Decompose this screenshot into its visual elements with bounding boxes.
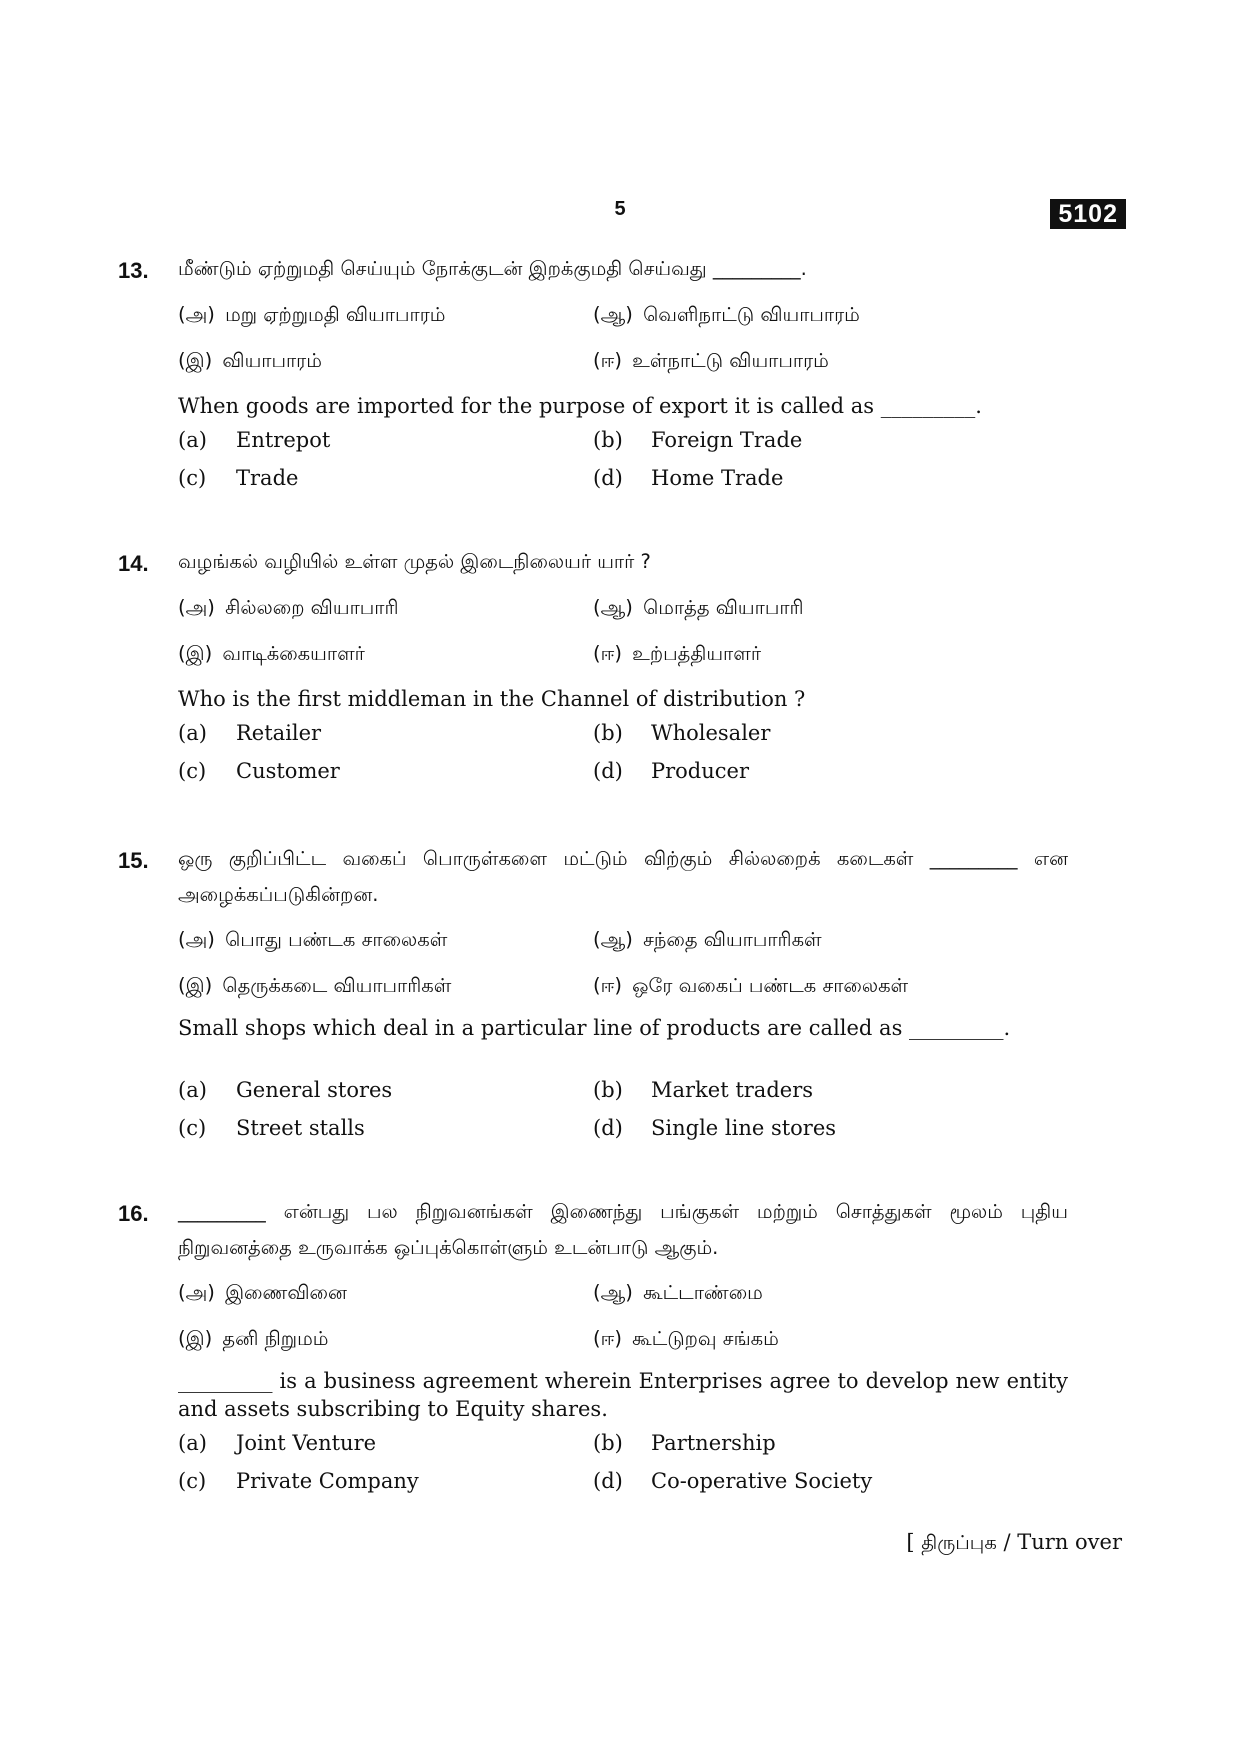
option-text: Customer <box>236 759 340 783</box>
option-label: (அ) <box>178 596 215 619</box>
option-label: (ஆ) <box>593 303 633 326</box>
tamil-options-row <box>178 636 1068 672</box>
option-label: (a) <box>178 1431 207 1455</box>
option-text: Single line stores <box>651 1116 837 1140</box>
option-text: General stores <box>236 1078 393 1102</box>
option-text: Co-operative Society <box>651 1469 873 1493</box>
option-label: (இ) <box>178 642 213 665</box>
english-option <box>593 422 802 458</box>
option-text: மறு ஏற்றுமதி வியாபாரம் <box>225 303 446 326</box>
option-label: (b) <box>593 721 623 745</box>
option-text: உற்பத்தியாளர் <box>632 642 762 665</box>
english-option <box>593 1463 872 1499</box>
tamil-option <box>593 1275 763 1311</box>
tamil-option <box>178 968 451 1004</box>
option-text: ஒரே வகைப் பண்டக சாலைகள் <box>632 974 909 997</box>
english-option <box>593 1425 776 1461</box>
english-option <box>178 1425 376 1461</box>
english-option <box>178 422 330 458</box>
option-text: Wholesaler <box>651 721 771 745</box>
question-number: 14. <box>118 551 149 576</box>
option-text: Entrepot <box>236 428 331 452</box>
tamil-option <box>178 590 399 626</box>
option-label: (b) <box>593 428 623 452</box>
option-label: (ஆ) <box>593 596 633 619</box>
option-label: (a) <box>178 1078 207 1102</box>
option-label: (d) <box>593 759 623 783</box>
option-text: வியாபாரம் <box>222 349 322 372</box>
tamil-option <box>593 636 761 672</box>
option-label: (d) <box>593 1469 623 1493</box>
tamil-options-row <box>178 343 1068 379</box>
tamil-option <box>178 1275 347 1311</box>
tamil-question: _________ என்பது பல நிறுவனங்கள் இணைந்து பங்குகள் மற்றும் சொத்துகள் மூலம் புதிய நிறுவனத்தை உருவாக்க ஒப்புக்கொள்ளும் உடன்பாடு ஆகும். <box>178 1200 1068 1259</box>
option-text: Joint Venture <box>236 1431 377 1455</box>
english-option <box>593 1110 836 1146</box>
option-text: Retailer <box>236 721 322 745</box>
option-label: (c) <box>178 1469 207 1493</box>
english-options-row <box>178 1072 1068 1108</box>
option-label: (இ) <box>178 974 213 997</box>
english-option <box>178 1110 365 1146</box>
tamil-option <box>593 297 860 333</box>
english-options-row <box>178 1425 1068 1461</box>
tamil-option <box>593 922 822 958</box>
option-text: Producer <box>651 759 750 783</box>
english-option <box>593 715 770 751</box>
footer-separator: / <box>1003 1530 1011 1554</box>
option-label: (இ) <box>178 349 213 372</box>
option-text: Street stalls <box>236 1116 365 1140</box>
footer-bracket: [ <box>906 1530 915 1554</box>
tamil-options-row <box>178 922 1068 958</box>
english-options-row <box>178 460 1068 496</box>
tamil-option <box>178 922 447 958</box>
tamil-options-row <box>178 297 1068 333</box>
option-text: Partnership <box>651 1431 776 1455</box>
option-label: (c) <box>178 759 207 783</box>
option-text: இணைவினை <box>225 1281 347 1304</box>
option-text: Home Trade <box>651 466 784 490</box>
english-question: Who is the first middleman in the Channel of distribution ? <box>178 687 806 711</box>
option-text: கூட்டுறவு சங்கம் <box>632 1327 779 1350</box>
tamil-option <box>593 968 908 1004</box>
english-option <box>593 1072 813 1108</box>
tamil-question: ஒரு குறிப்பிட்ட வகைப் பொருள்களை மட்டும் விற்கும் சில்லறைக் கடைகள் _________ என அழைக்கப்படுகின்றன. <box>178 847 1068 906</box>
english-option <box>178 460 298 496</box>
option-text: வாடிக்கையாளர் <box>222 642 365 665</box>
option-text: Trade <box>236 466 299 490</box>
option-text: Market traders <box>651 1078 814 1102</box>
english-option <box>178 1072 392 1108</box>
option-label: (d) <box>593 466 623 490</box>
option-text: உள்நாட்டு வியாபாரம் <box>632 349 829 372</box>
option-text: பொது பண்டக சாலைகள் <box>225 928 448 951</box>
english-option <box>178 1463 419 1499</box>
option-text: தனி நிறுமம் <box>222 1327 329 1350</box>
tamil-option <box>593 1321 779 1357</box>
english-options-row <box>178 1463 1068 1499</box>
option-label: (ஆ) <box>593 1281 633 1304</box>
tamil-option <box>593 343 829 379</box>
option-label: (ஈ) <box>593 642 622 665</box>
option-text: சில்லறை வியாபாரி <box>225 596 399 619</box>
option-label: (ஆ) <box>593 928 633 951</box>
paper-code-badge: 5102 <box>1050 199 1126 229</box>
english-question: Small shops which deal in a particular line of products are called as _________. <box>178 1016 1011 1040</box>
question-number: 16. <box>118 1201 149 1226</box>
tamil-question: வழங்கல் வழியில் உள்ள முதல் இடைநிலையர் யார் ? <box>178 550 651 573</box>
option-text: Foreign Trade <box>651 428 803 452</box>
tamil-option <box>178 297 445 333</box>
option-label: (அ) <box>178 303 215 326</box>
question-number: 13. <box>118 258 149 283</box>
english-option <box>593 460 783 496</box>
option-text: தெருக்கடை வியாபாரிகள் <box>222 974 452 997</box>
option-text: சந்தை வியாபாரிகள் <box>643 928 822 951</box>
english-options-row <box>178 1110 1068 1146</box>
english-question: _________ is a business agreement wherein Enterprises agree to develop new entity and assets subscribing to Equity shares. <box>178 1369 1068 1421</box>
option-label: (இ) <box>178 1327 213 1350</box>
turn-over-note <box>906 1530 1122 1557</box>
option-label: (c) <box>178 1116 207 1140</box>
english-options-row <box>178 715 1068 751</box>
option-text: மொத்த வியாபாரி <box>643 596 804 619</box>
english-options-row <box>178 753 1068 789</box>
option-label: (a) <box>178 721 207 745</box>
option-label: (b) <box>593 1431 623 1455</box>
footer-english: Turn over <box>1017 1530 1122 1554</box>
tamil-question: மீண்டும் ஏற்றுமதி செய்யும் நோக்குடன் இறக்குமதி செய்வது _________. <box>178 257 807 280</box>
tamil-option <box>178 343 322 379</box>
english-option <box>178 753 340 789</box>
option-label: (ஈ) <box>593 1327 622 1350</box>
option-label: (c) <box>178 466 207 490</box>
option-text: Private Company <box>236 1469 419 1493</box>
option-label: (ஈ) <box>593 974 622 997</box>
footer-tamil: திருப்புக <box>921 1531 997 1554</box>
option-label: (d) <box>593 1116 623 1140</box>
tamil-options-row <box>178 1321 1068 1357</box>
option-label: (அ) <box>178 928 215 951</box>
tamil-option <box>178 636 365 672</box>
english-option <box>593 753 749 789</box>
tamil-option <box>593 590 804 626</box>
tamil-options-row <box>178 1275 1068 1311</box>
option-label: (அ) <box>178 1281 215 1304</box>
question-number: 15. <box>118 848 149 873</box>
tamil-options-row <box>178 968 1068 1004</box>
english-option <box>178 715 321 751</box>
option-label: (a) <box>178 428 207 452</box>
option-label: (ஈ) <box>593 349 622 372</box>
page-number: 5 <box>614 198 626 220</box>
english-question: When goods are imported for the purpose of export it is called as _________. <box>178 394 982 418</box>
option-label: (b) <box>593 1078 623 1102</box>
tamil-option <box>178 1321 328 1357</box>
option-text: வெளிநாட்டு வியாபாரம் <box>643 303 860 326</box>
tamil-options-row <box>178 590 1068 626</box>
english-options-row <box>178 422 1068 458</box>
option-text: கூட்டாண்மை <box>643 1281 763 1304</box>
